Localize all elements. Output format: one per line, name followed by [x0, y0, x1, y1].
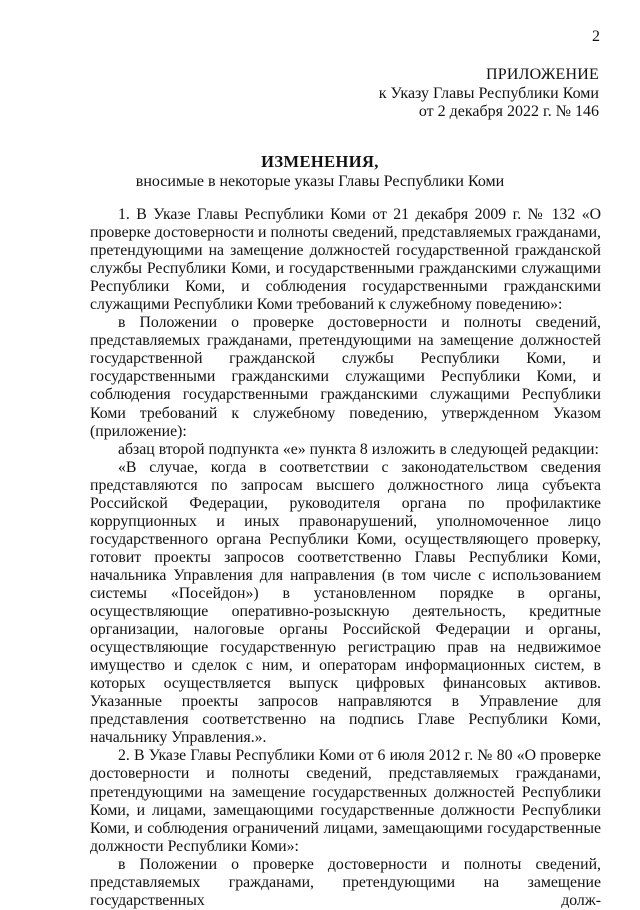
document-body: [90, 206, 601, 910]
paragraph-item-1: 1. В Указе Главы Республики Коми от 21 декабря 2009 г. № 132 «О проверке достоверности и полноты сведений, представляемых гражданами, претендующими на замещение должностей государственной гражданской службы Республики Коми, и государственными гражданскими служащими Республики Коми, и соблюдения государственными гражданскими служащими Республики Коми требований к служебному поведению»:: [90, 206, 601, 314]
document-heading: [0, 152, 640, 191]
paragraph-amendment-instruction: абзац второй подпункта «е» пункта 8 изложить в следующей редакции:: [118, 440, 599, 458]
appendix-date-line: от 2 декабря 2022 г. № 146: [418, 103, 599, 120]
appendix-title: ПРИЛОЖЕНИЕ: [485, 66, 599, 83]
appendix-block: [379, 66, 599, 122]
paragraph-regulation-2: в Положении о проверке достоверности и полноты сведений, представляемых гражданами, претендующими на замещение государственных долж-: [90, 855, 601, 909]
document-title: ИЗМЕНЕНИЯ,: [261, 152, 379, 171]
document-subtitle: вносимые в некоторые указы Главы Республики Коми: [135, 173, 505, 190]
paragraph-regulation-1: в Положении о проверке достоверности и полноты сведений, представляемых гражданами, претендующими на замещение должностей государственной гражданской службы Республики Коми, и государственными гражданскими служащими Республики Коми, и соблюдения государственными гражданскими служащими Республики Коми требований к служебному поведению, утвержденном Указом (приложение):: [90, 314, 601, 440]
paragraph-item-2: 2. В Указе Главы Республики Коми от 6 июля 2012 г. № 80 «О проверке достоверности и полноты сведений, представляемых гражданами, претендующими на замещение государственных должностей Республики Коми, и лицами, замещающими государственные должности Республики Коми, и соблюдения ограничений лицами, замещающими государственные должности Республики Коми»:: [90, 747, 601, 855]
appendix-decree-line: к Указу Главы Республики Коми: [378, 84, 599, 102]
page-number: 2: [592, 28, 600, 45]
paragraph-amendment-text: «В случае, когда в соответствии с законодательством сведения представляются по запросам высшего должностного лица субъекта Российской Федерации, руководителя органа по профилактике коррупционных и иных правонарушений, уполномоченное лицо государственного органа Республики Коми, осуществляющего проверку, готовит проекты запросов соответственно Главы Республики Коми, начальника Управления для направления (в том числе с использованием системы «Посейдон») в установленном порядке в органы, осуществляющие оперативно-розыскную деятельность, кредитные организации, налоговые органы Российской Федерации и органы, осуществляющие государственную регистрацию прав на недвижимое имущество и сделок с ним, и операторам информационных систем, в которых осуществляется выпуск цифровых финансовых активов. Указанные проекты запросов направляются в Управление для представления соответственно на подпись Главе Республики Коми, начальнику Управления.».: [90, 458, 601, 747]
